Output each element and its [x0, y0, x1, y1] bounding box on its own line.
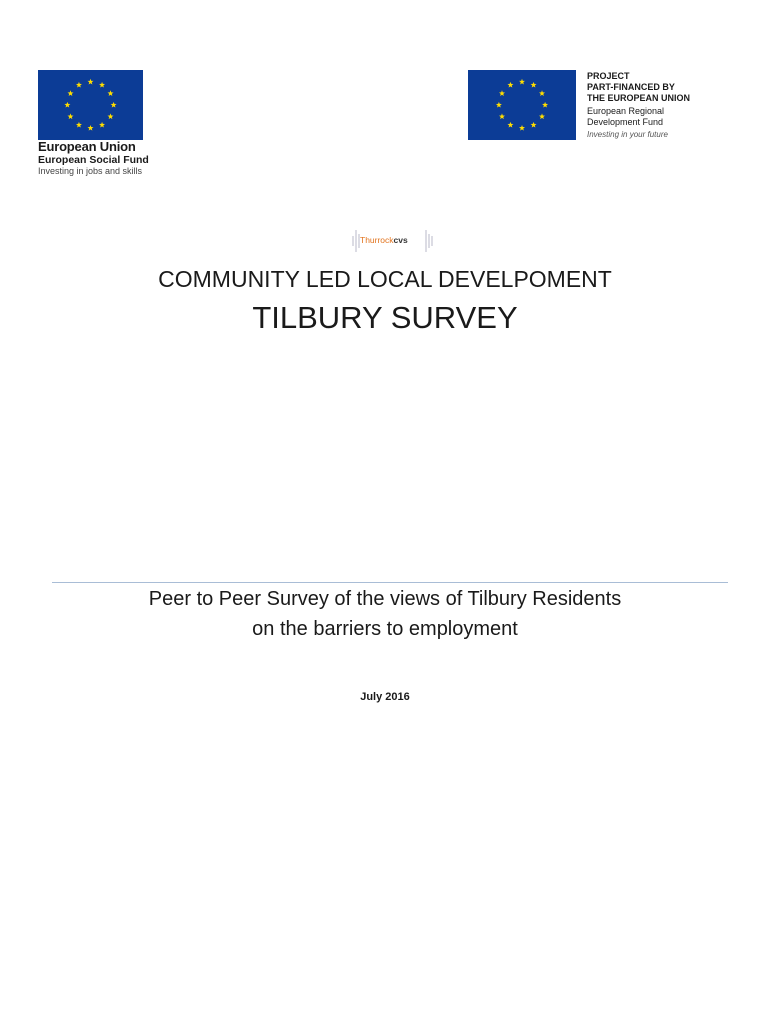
thurrock-wordmark-part2: cvs	[393, 235, 408, 245]
eu-flag-icon	[468, 70, 576, 140]
document-title: COMMUNITY LED LOCAL DEVELPOMENT	[158, 266, 612, 292]
thurrock-wordmark-part1: Thurrock	[360, 235, 394, 245]
esf-line-3: Investing in jobs and skills	[38, 166, 143, 176]
erdf-line-1: PROJECT	[587, 71, 630, 81]
thurrock-cvs-wordmark	[360, 235, 408, 245]
erdf-line-2: PART-FINANCED BY	[587, 82, 675, 92]
description-line-2: on the barriers to employment	[252, 618, 518, 640]
description-line-1: Peer to Peer Survey of the views of Tilbury Residents	[148, 588, 622, 610]
document-subtitle: TILBURY SURVEY	[252, 300, 518, 335]
section-divider	[52, 582, 728, 583]
document-date: July 2016	[360, 691, 410, 703]
erdf-line-5: Development Fund	[587, 117, 664, 127]
erdf-line-3: THE EUROPEAN UNION	[587, 93, 691, 103]
esf-line-2: European Social Fund	[38, 154, 149, 166]
erdf-line-6: Investing in your future	[587, 130, 668, 139]
erdf-line-4: European Regional	[587, 106, 665, 116]
esf-line-1: European Union	[38, 139, 136, 154]
eu-flag-icon	[38, 70, 143, 140]
